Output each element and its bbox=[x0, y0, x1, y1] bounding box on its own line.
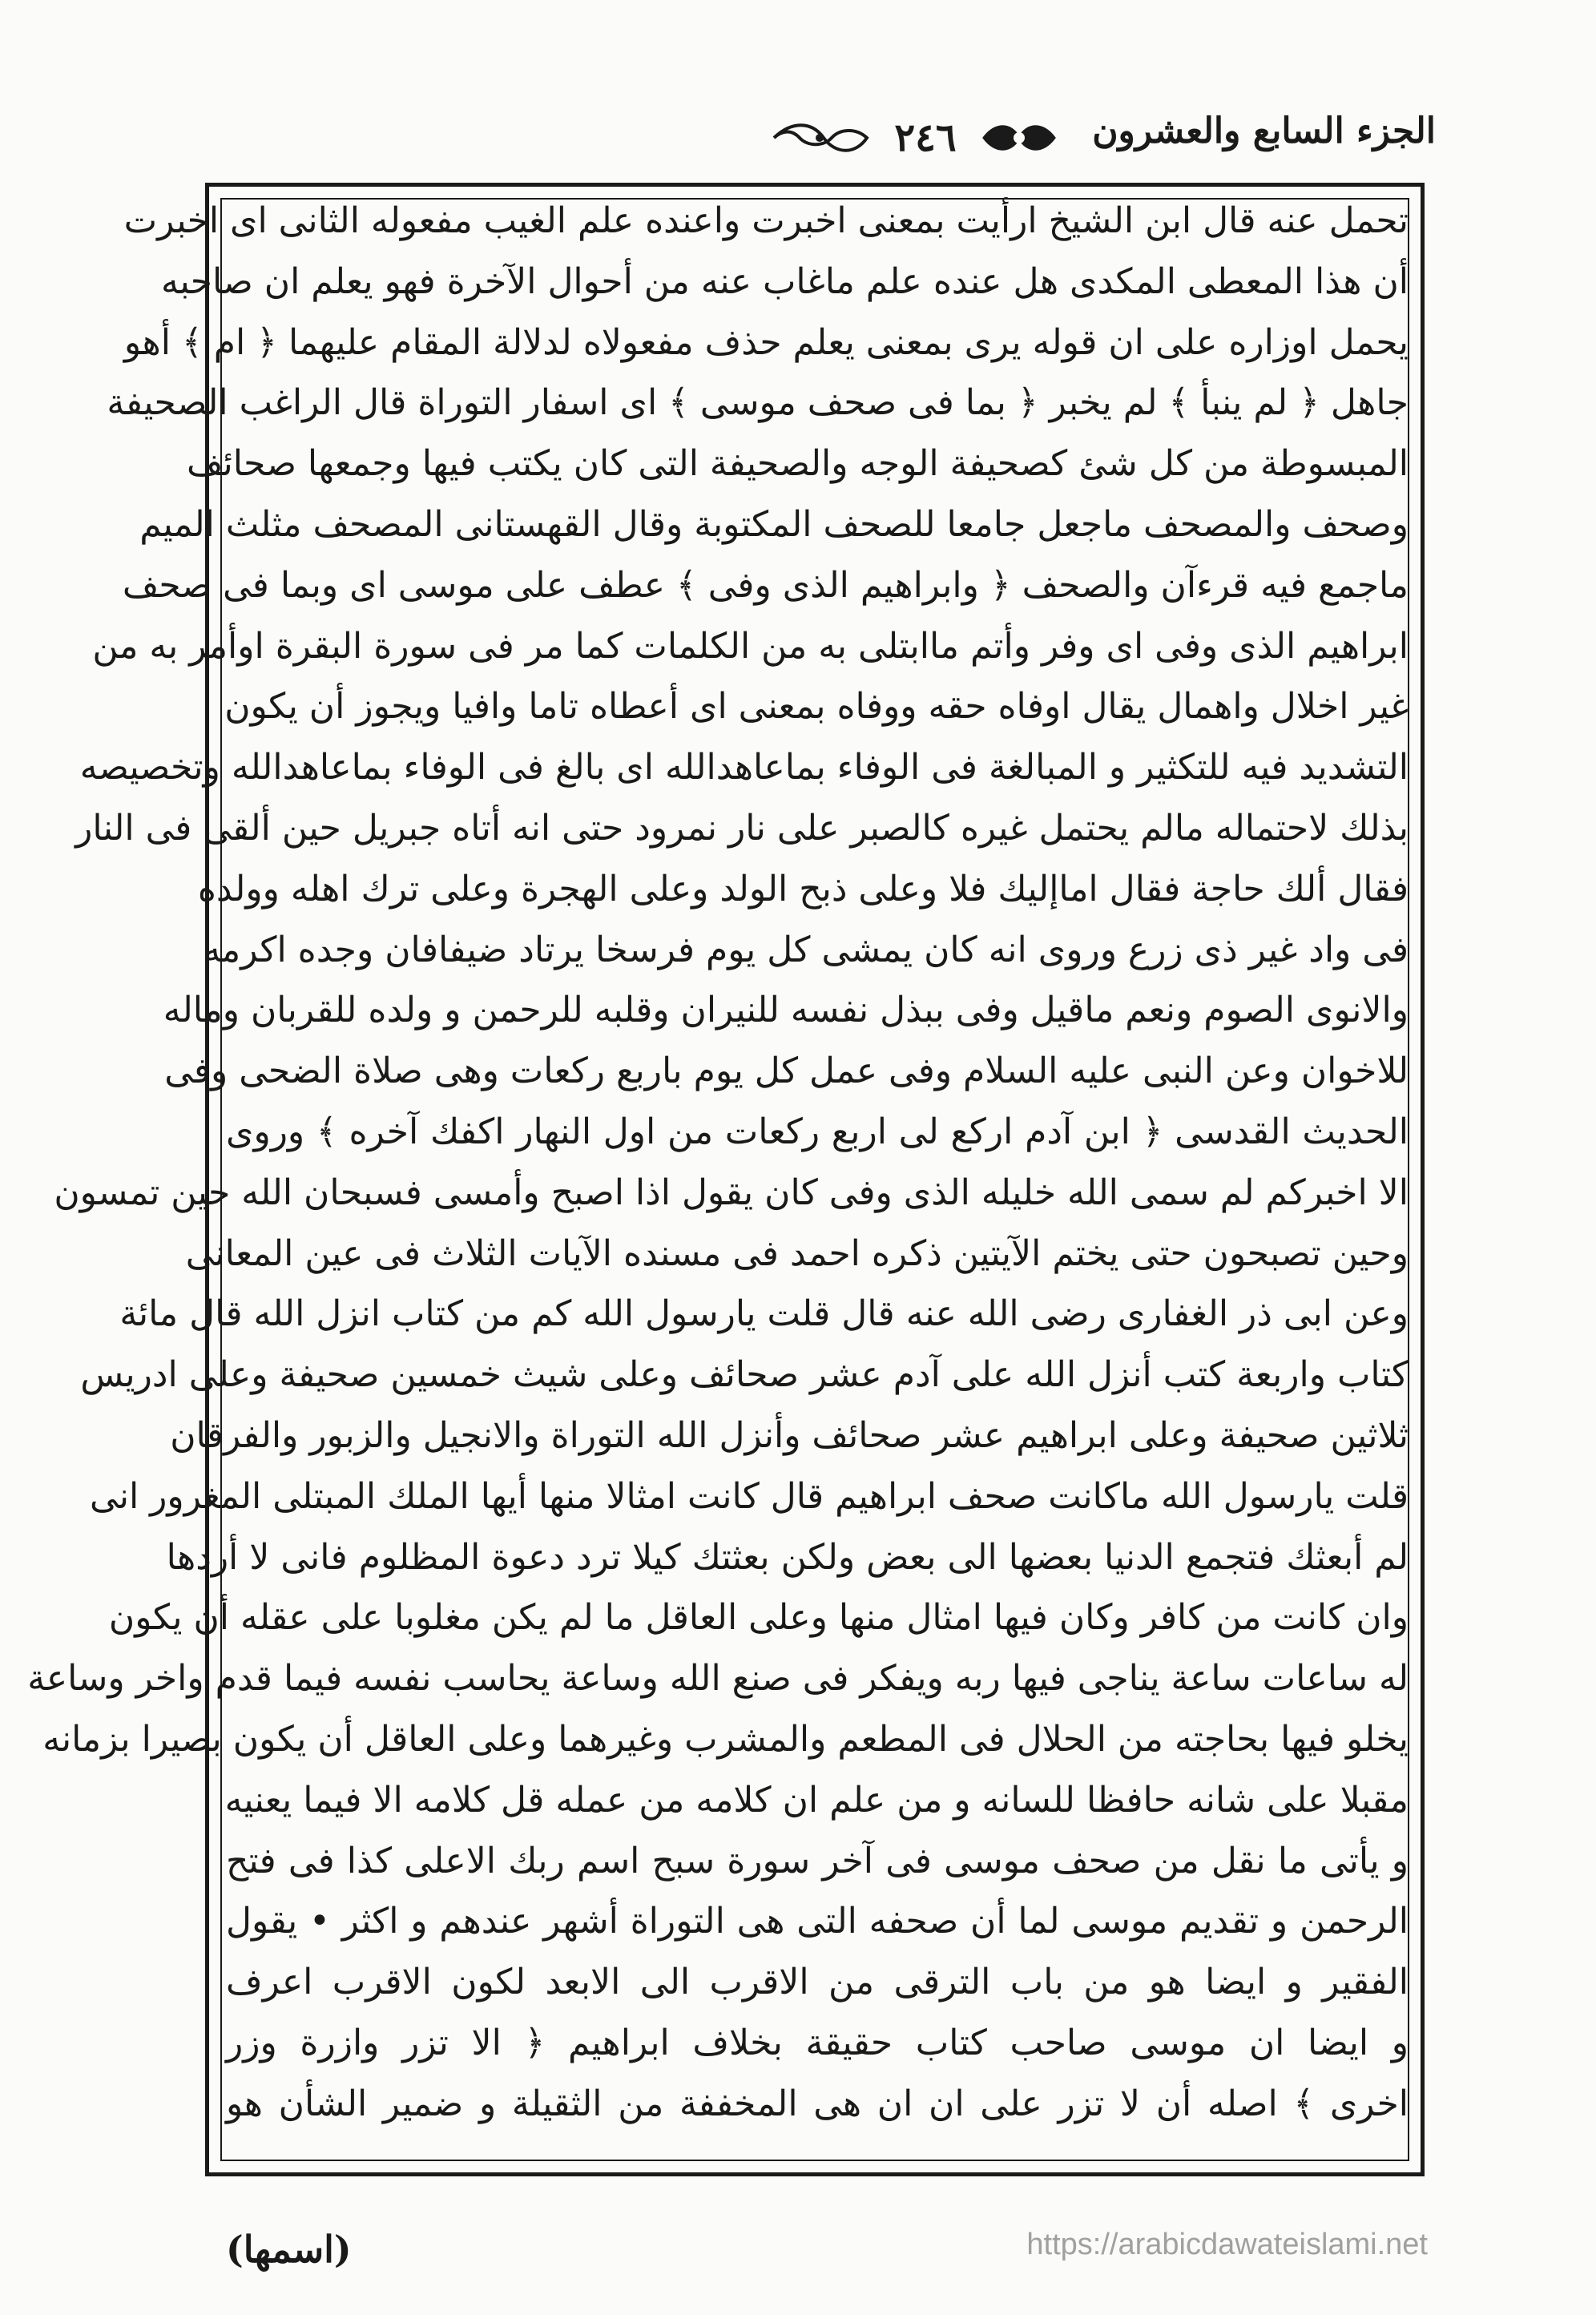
page-header bbox=[208, 95, 1436, 183]
text-line: الفقير و ايضا هو من باب الترقى من الاقرب الى الابعد لكون الاقرب اعرف bbox=[226, 1962, 1409, 2003]
source-watermark: https://arabicdawateislami.net bbox=[1026, 2228, 1428, 2261]
text-line: ثلاثين صحيفة وعلى ابراهيم عشر صحائف وأنزل الله التوراة والانجيل والزبور والفرقان bbox=[170, 1414, 1409, 1456]
text-line: بذلك لاحتماله مالم يحتمل غيره كالصبر على نار نمرود حتى انه أتاه جبريل حين ألقى فى النار bbox=[75, 807, 1409, 849]
ornament-left-icon bbox=[768, 119, 872, 156]
page-number-group bbox=[657, 106, 1170, 170]
text-line: قلت يارسول الله ماكانت صحف ابراهيم قال كانت امثالا منها أيها الملك المبتلى المغرور انى bbox=[90, 1475, 1409, 1517]
text-line: يحمل اوزاره على ان قوله يرى بمعنى يعلم حذف مفعولاه لدلالة المقام عليهما ﴿ ام ﴾ أهو bbox=[123, 321, 1409, 363]
text-line: الرحمن و تقديم موسى لما أن صحفه التى هى التوراة أشهر عندهم و اكثر • يقول bbox=[226, 1901, 1409, 1942]
text-line: المبسوطة من كل شئ كصحيفة الوجه والصحيفة التى كان يكتب فيها وجمعها صحائف bbox=[186, 443, 1409, 485]
catchword: (اسمها) bbox=[226, 2228, 352, 2271]
text-line: يخلو فيها بحاجته من الحلال فى المطعم والمشرب وغيرهما وعلى العاقل أن يكون بصيرا بزمانه bbox=[42, 1718, 1409, 1760]
text-line: كتاب واربعة كتب أنزل الله على آدم عشر صحائف وعلى شيث خمسين صحيفة وعلى ادريس bbox=[80, 1354, 1409, 1396]
text-line: له ساعات ساعة يناجى فيها ربه ويفكر فى صنع الله وساعة يحاسب نفسه فيما قدم واخر وساعة bbox=[27, 1658, 1409, 1700]
text-line: الا اخبركم لم سمى الله خليله الذى وفى كان يقول اذا اصبح وأمسى فسبحان الله حين تمسون bbox=[54, 1172, 1409, 1213]
juz-title: الجزء السابع والعشرون bbox=[1092, 111, 1436, 151]
text-line: اخرى ﴾ اصله أن لا تزر على ان ان هى المخففة من الثقيلة و ضمير الشأن هو bbox=[226, 2083, 1409, 2124]
page-number: ٢٤٦ bbox=[894, 115, 957, 160]
text-line: الحديث القدسى ﴿ ابن آدم اركع لى اربع ركعات من اول النهار اكفك آخره ﴾ وروى bbox=[226, 1111, 1409, 1152]
text-line: والانوى الصوم ونعم ماقيل وفى ببذل نفسه للنيران وقلبه للرحمن و ولده للقربان وماله bbox=[163, 990, 1409, 1031]
text-line: و ايضا ان موسى صاحب كتاب حقيقة بخلاف ابراهيم ﴿ الا تزر وازرة وزر bbox=[226, 2022, 1409, 2063]
text-line: تحمل عنه قال ابن الشيخ ارأيت بمعنى اخبرت واعنده علم الغيب مفعوله الثانى اى اخبرت bbox=[123, 200, 1409, 241]
text-line: وصحف والمصحف ماجعل جامعا للصحف المكتوبة وقال القهستانى المصحف مثلث الميم bbox=[139, 503, 1409, 545]
text-line: و يأتى ما نقل من صحف موسى فى آخر سورة سبح اسم ربك الاعلى كذا فى فتح bbox=[226, 1840, 1409, 1881]
text-line: التشديد فيه للتكثير و المبالغة فى الوفاء بماعاهدالله اى بالغ فى الوفاء بماعاهدالله وتخصيصه bbox=[79, 747, 1409, 788]
body-text bbox=[27, 186, 1409, 2157]
text-line: وحين تصبحون حتى يختم الآيتين ذكره احمد فى مسنده الآيات الثلاث فى عين المعانى bbox=[185, 1232, 1409, 1274]
text-line: جاهل ﴿ لم ينبأ ﴾ لم يخبر ﴿ بما فى صحف موسى ﴾ اى اسفار التوراة قال الراغب الصحيفة bbox=[107, 382, 1409, 424]
text-line: فقال ألك حاجة فقال اماإليك فلا وعلى ذبح الولد وعلى الهجرة وعلى ترك اهله وولده bbox=[197, 868, 1409, 909]
text-line: لم أبعثك فتجمع الدنيا بعضها الى بعض ولكن بعثتك كيلا ترد دعوة المظلوم فانى لا أردها bbox=[166, 1536, 1409, 1578]
text-line: ماجمع فيه قرءآن والصحف ﴿ وابراهيم الذى وفى ﴾ عطف على موسى اى وبما فى صحف bbox=[122, 564, 1409, 606]
ornament-right-icon bbox=[979, 119, 1059, 156]
text-line: غير اخلال واهمال يقال اوفاه حقه ووفاه بمعنى اى أعطاه تاما وافيا ويجوز أن يكون bbox=[224, 686, 1409, 728]
text-line: فى واد غير ذى زرع وروى انه كان يمشى كل يوم فرسخا يرتاد ضيفافان وجده اكرمه bbox=[203, 929, 1409, 970]
text-line: ابراهيم الذى وفى اى وفر وأتم ماابتلى به من الكلمات كما مر فى سورة البقرة اوأمر به من bbox=[92, 625, 1409, 667]
text-line: للاخوان وعن النبى عليه السلام وفى عمل كل يوم باربع ركعات وهى صلاة الضحى وفى bbox=[164, 1051, 1409, 1092]
text-line: مقبلا على شانه حافظا للسانه و من علم ان كلامه من عمله قل كلامه الا فيما يعنيه bbox=[224, 1779, 1409, 1821]
text-line: وعن ابى ذر الغفارى رضى الله عنه قال قلت يارسول الله كم من كتاب انزل الله قال مائة bbox=[119, 1293, 1409, 1335]
text-line: وان كانت من كافر وكان فيها امثال منها وعلى العاقل ما لم يكن مغلوبا على عقله أن يكون bbox=[108, 1597, 1409, 1639]
text-line: أن هذا المعطى المكدى هل عنده علم ماغاب عنه من أحوال الآخرة فهو يعلم ان صاحبه bbox=[160, 260, 1409, 302]
